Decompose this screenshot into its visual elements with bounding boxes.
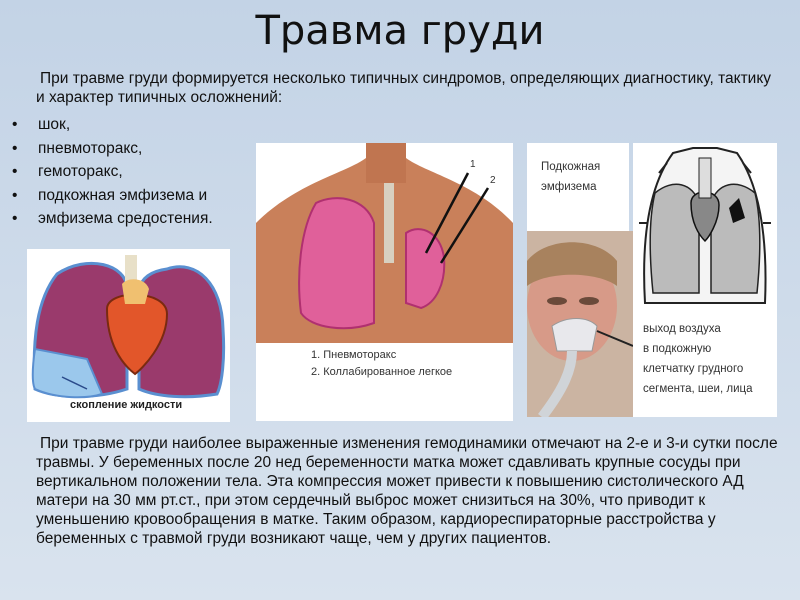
intro-text xyxy=(36,69,776,107)
bullet-icon: • xyxy=(12,186,18,204)
list-item xyxy=(0,207,213,231)
emphysema-label-panel xyxy=(527,143,629,231)
slide-title: Травма груди xyxy=(255,8,545,54)
emphysema-caption xyxy=(541,157,600,197)
patient-photo-drawing xyxy=(527,231,633,417)
heart-lungs-drawing xyxy=(27,249,230,422)
emphysema-line-1: Подкожная xyxy=(541,161,601,173)
bullet-icon: • xyxy=(12,116,18,133)
chest-caption xyxy=(643,319,752,399)
chest-line-4: сегмента, шеи, лица xyxy=(643,383,753,395)
chest-line-1: выход воздуха xyxy=(643,323,721,335)
list-item-label: подкожная эмфизема и xyxy=(38,186,208,204)
patient-photo xyxy=(527,231,633,417)
list-item xyxy=(0,160,213,184)
heart-lungs-illustration xyxy=(27,249,230,422)
marker-2-label: 2 xyxy=(490,175,496,186)
pneumothorax-illustration xyxy=(256,143,513,421)
list-item xyxy=(0,137,213,161)
chest-line-2: в подкожную xyxy=(643,343,712,355)
list-item-label: эмфизема средостения. xyxy=(38,210,213,227)
list-item xyxy=(0,113,213,137)
bullet-icon: • xyxy=(12,210,18,227)
marker-1-label: 1 xyxy=(470,159,476,170)
list-item-label: пневмоторакс, xyxy=(38,139,143,157)
caption-pneumothorax: 1. Пневмоторакс xyxy=(311,349,397,361)
syndrome-list xyxy=(0,113,213,231)
torso-caption xyxy=(311,347,452,381)
chest-diagram-drawing xyxy=(633,143,777,319)
bullet-icon: • xyxy=(12,163,18,180)
bottom-paragraph: При травме груди наиболее выраженные изменения гемодинамики отмечают на 2-е и 3-и сутки после травмы. У беременных после 20 нед беременности матка может сдавливать крупные сосуды при вертикальном положении тела. Эта компрессия может привести к повышению систолического АД матери на 30 мм рт.ст., при этом сердечный выброс может снизиться на 30%, что приводит к уменьшению кровообращения в матке. Таким образом, кардиореспираторные расстройства у беременных с травмой груди возникают чаще, чем у других пациентов. xyxy=(36,435,778,547)
caption-collapsed-lung: 2. Коллабированное легкое xyxy=(311,366,453,378)
emphysema-line-2: эмфизема xyxy=(541,181,597,193)
list-item-label: шок, xyxy=(38,116,71,133)
chest-line-3: клетчатку грудного xyxy=(643,363,744,375)
intro-paragraph: При травме груди формируется несколько типичных синдромов, определяющих диагностику, тактику и характер типичных осложнений: xyxy=(36,70,772,106)
fluid-caption: скопление жидкости xyxy=(70,399,183,411)
list-item-label: гемоторакс, xyxy=(38,163,123,180)
bullet-icon: • xyxy=(12,139,18,157)
bottom-text xyxy=(36,434,788,548)
chest-diagram xyxy=(633,143,777,417)
list-item xyxy=(0,184,213,208)
